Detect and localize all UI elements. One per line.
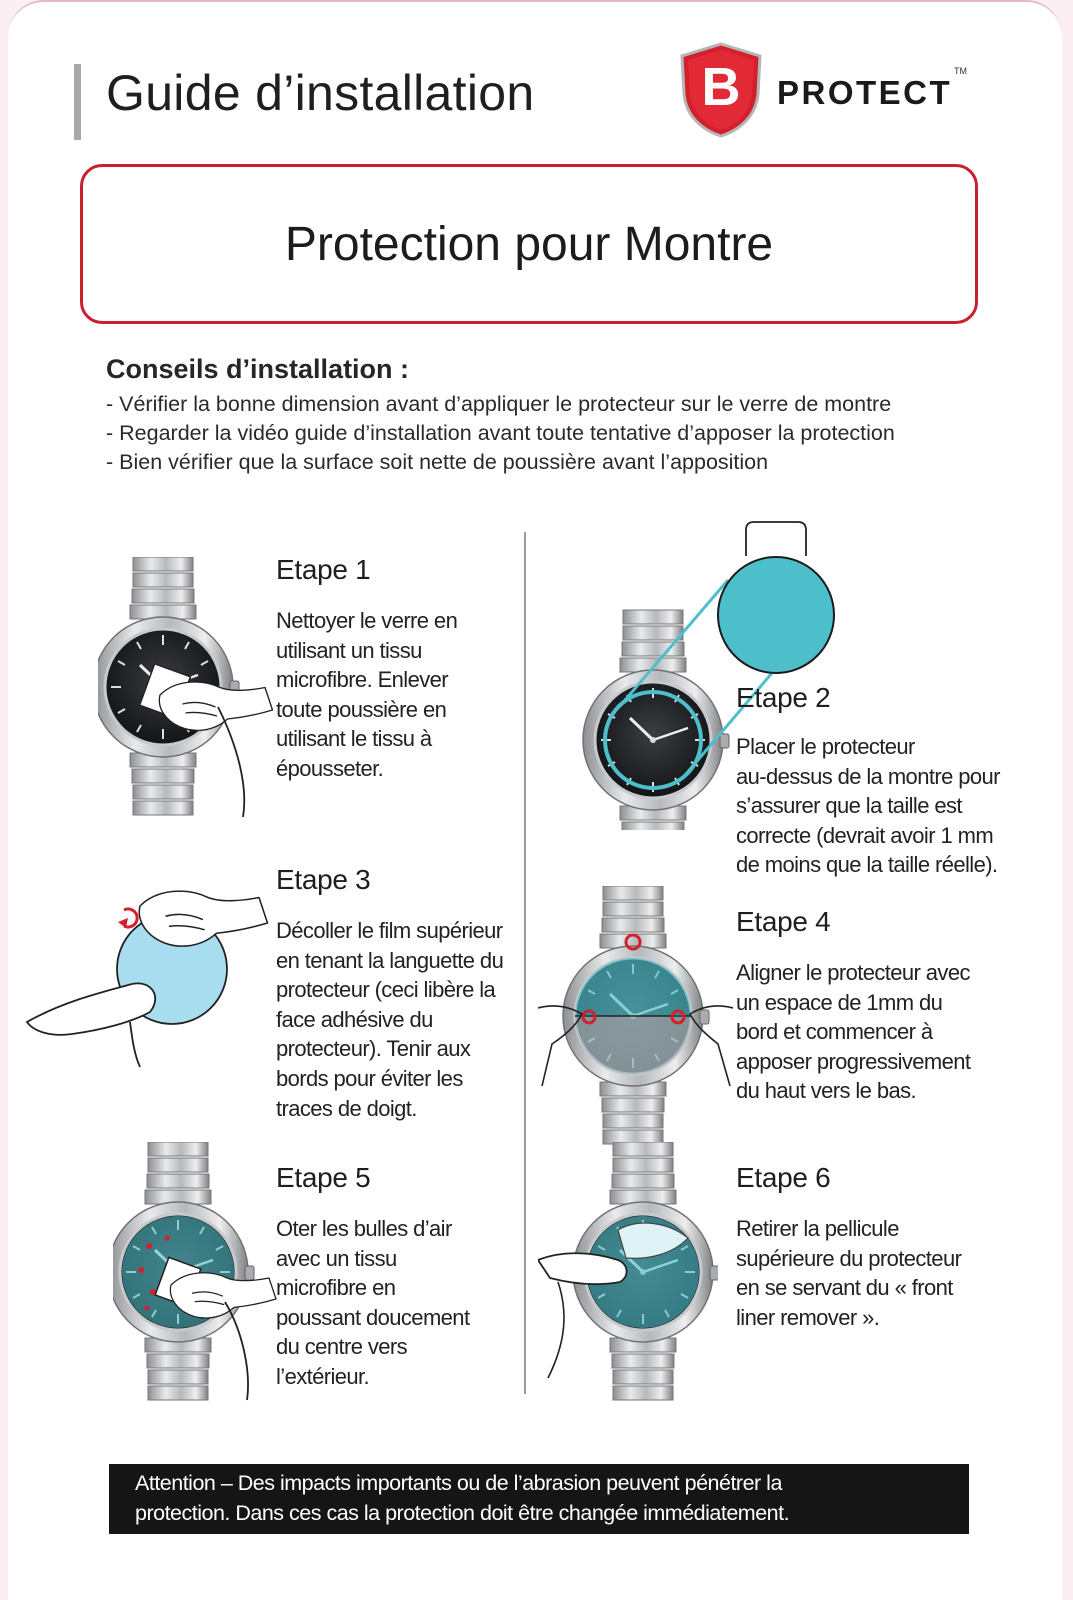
step-line: Retirer la pellicule [736, 1216, 899, 1241]
attention-notice [109, 1464, 969, 1534]
trademark-symbol: TM [954, 66, 967, 76]
bprotect-logo [676, 42, 996, 142]
step-line: traces de doigt. [276, 1095, 417, 1121]
step-5-title [276, 1162, 370, 1194]
product-title-box [80, 164, 978, 324]
step-line: Décoller le film supérieur [276, 918, 503, 943]
logo-wordmark: PROTECT [777, 74, 953, 111]
step-line: au-dessus de la montre pour [736, 763, 1000, 789]
step-4-title [736, 906, 830, 938]
step-1-illustration [98, 557, 278, 822]
attention-line: protection. Dans ces cas la protection doit être changée immédiatement. [135, 1501, 790, 1525]
tip-item: - Bien vérifier que la surface soit nette de poussière avant l’apposition [106, 450, 769, 474]
step-6-illustration [538, 1142, 718, 1407]
step-line: bords pour éviter les [276, 1065, 463, 1091]
step-line: toute poussière en [276, 696, 447, 722]
step-line: utilisant le tissu à [276, 726, 432, 752]
tip-item: - Regarder la vidéo guide d’installation avant toute tentative d’apposer la protection [106, 421, 895, 445]
step-line: Aligner le protecteur avec [736, 960, 970, 985]
logo-letter: B [701, 57, 741, 117]
product-title: Protection pour Montre [284, 217, 774, 271]
column-divider [524, 532, 526, 1394]
step-line: un espace de 1mm du [736, 989, 943, 1015]
step-number: 1 [355, 554, 371, 585]
step-line: Placer le protecteur [736, 734, 915, 759]
step-1-text [276, 606, 457, 784]
step-3-illustration [22, 872, 277, 1087]
step-line: protecteur). Tenir aux [276, 1036, 471, 1062]
step-5-text [276, 1214, 469, 1392]
step-line: supérieure du protecteur [736, 1245, 962, 1271]
step-line: microfibre. Enlever [276, 667, 448, 693]
step-line: en se servant du « front [736, 1275, 953, 1301]
step-line: de moins que la taille réelle). [736, 852, 998, 878]
step-line: du haut vers le bas. [736, 1078, 917, 1104]
step-line: liner remover ». [736, 1304, 880, 1330]
step-2-title [736, 682, 830, 714]
tip-item: - Vérifier la bonne dimension avant d’appliquer le protecteur sur le verre de montre [106, 392, 892, 416]
step-3-text [276, 916, 503, 1123]
step-line: épousseter. [276, 755, 384, 781]
step-line: s’assurer que la taille est [736, 793, 962, 819]
step-5-illustration [113, 1142, 283, 1407]
step-4-text [736, 958, 970, 1106]
step-label: Etape [276, 554, 348, 585]
step-label: Etape [736, 682, 808, 713]
step-line: microfibre en [276, 1275, 396, 1301]
step-number: 6 [815, 1162, 831, 1193]
tips-list [106, 390, 895, 477]
step-number: 4 [815, 906, 831, 937]
step-line: l’extérieur. [276, 1363, 370, 1389]
step-line: bord et commencer à [736, 1019, 933, 1045]
step-label: Etape [276, 864, 348, 895]
step-line: poussant doucement [276, 1304, 470, 1330]
step-2-text [736, 732, 1000, 880]
step-number: 2 [815, 682, 831, 713]
step-line: correcte (devrait avoir 1 mm [736, 822, 994, 848]
step-1-title [276, 554, 370, 586]
step-line: Nettoyer le verre en [276, 608, 458, 633]
step-line: protecteur (ceci libère la [276, 977, 496, 1003]
title-accent-bar [74, 64, 81, 140]
step-line: avec un tissu [276, 1245, 397, 1271]
step-line: en tenant la languette du [276, 947, 504, 973]
step-number: 3 [355, 864, 371, 895]
step-label: Etape [276, 1162, 348, 1193]
step-label: Etape [736, 1162, 808, 1193]
step-line: Oter les bulles d’air [276, 1216, 452, 1241]
step-line: du centre vers [276, 1334, 408, 1360]
installation-guide-card [8, 0, 1062, 1600]
step-4-illustration [538, 886, 733, 1151]
step-6-title [736, 1162, 830, 1194]
step-line: utilisant un tissu [276, 637, 422, 663]
step-line: apposer progressivement [736, 1048, 971, 1074]
step-3-title [276, 864, 370, 896]
step-number: 5 [355, 1162, 371, 1193]
tips-heading: Conseils d’installation : [106, 354, 410, 384]
step-6-text [736, 1214, 961, 1332]
page-title: Guide d’installation [106, 65, 535, 121]
attention-line: Attention – Des impacts importants ou de l’abrasion peuvent pénétrer la [135, 1471, 782, 1495]
step-label: Etape [736, 906, 808, 937]
step-line: face adhésive du [276, 1006, 433, 1032]
